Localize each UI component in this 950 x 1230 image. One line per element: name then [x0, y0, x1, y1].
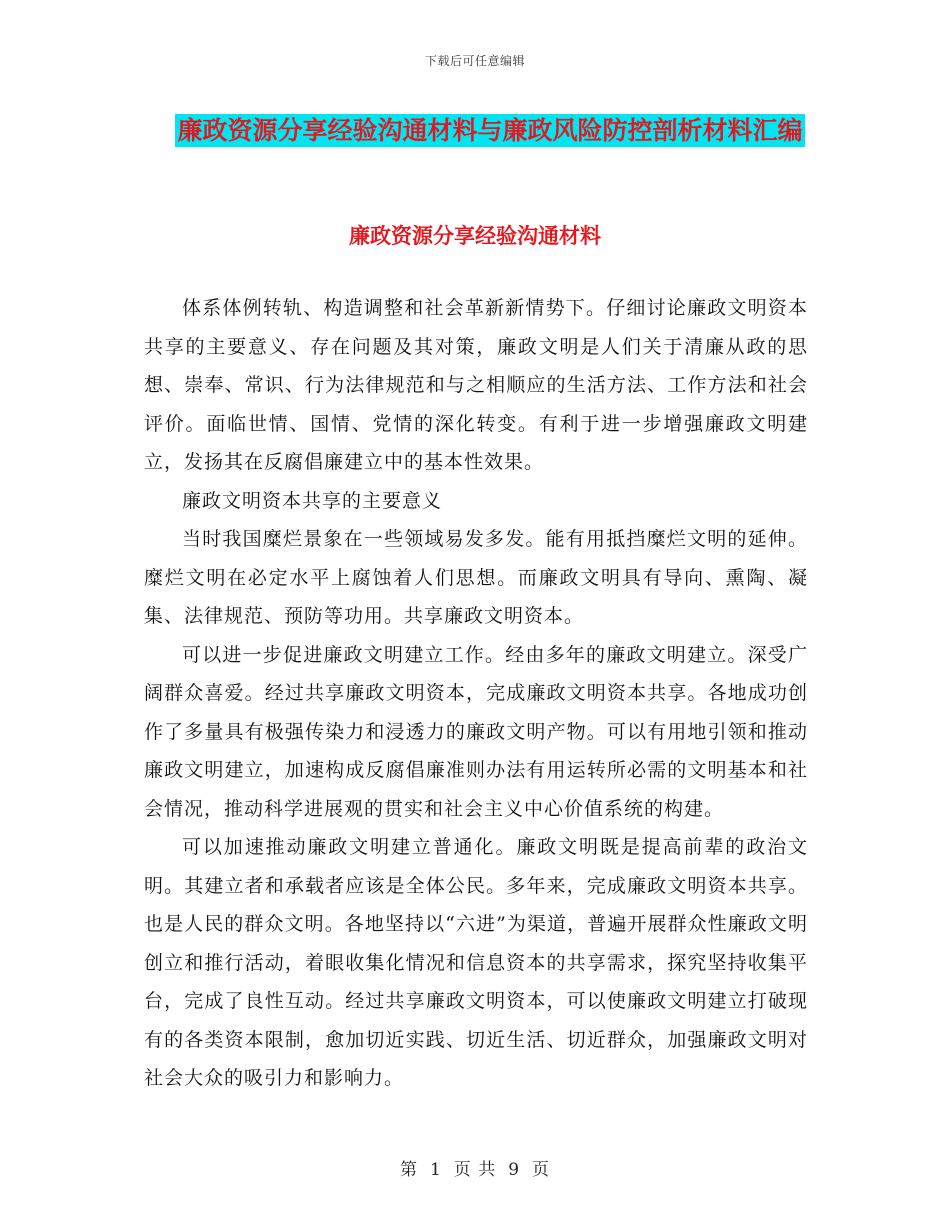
- page-prefix: 第: [399, 1160, 418, 1180]
- page-suffix: 页: [532, 1160, 551, 1180]
- paragraph-subheading: 廉政文明资本共享的主要意义: [182, 489, 443, 512]
- page-mid: 页 共: [453, 1160, 497, 1180]
- paragraph: 可以进一步促进廉政文明建立工作。经由多年的廉政文明建立。深受广阔群众喜爱。经过共享廉政文明资本，完成廉政文明资本共享。各地成功创作了多量具有极强传染力和浸透力的廉政文明产物。可以有用地引领和推动廉政文明建立，加速构成反腐倡廉准则办法有用运转所必需的文明基本和社会情况，推动科学进展观的贯实和社会主义中心价值系统的构建。: [144, 643, 808, 820]
- paragraph: 可以加速推动廉政文明建立普通化。廉政文明既是提高前辈的政治文明。其建立者和承载者应该是全体公民。多年来，完成廉政文明资本共享。也是人民的群众文明。各地坚持以“六进”为渠道，普遍开展群众性廉政文明创立和推行活动，着眼收集化情况和信息资本的共享需求，探究坚持收集平台，完成了良性互动。经过共享廉政文明资本，可以使廉政文明建立打破现有的各类资本限制，愈加切近实践、切近生活、切近群众，加强廉政文明对社会大众的吸引力和影响力。: [144, 836, 808, 1089]
- document-title: [140, 108, 840, 154]
- page-total: 9: [508, 1160, 521, 1180]
- section-title: 廉政资源分享经验沟通材料: [349, 224, 601, 248]
- paragraph: 体系体例转轨、构造调整和社会革新新情势下。仔细讨论廉政文明资本共享的主要意义、存在问题及其对策，廉政文明是人们关于清廉从政的思想、崇奉、常识、行为法律规范和与之相顺应的生活方法、工作方法和社会评价。面临世情、国情、党情的深化转变。有利于进一步增强廉政文明建立，发扬其在反腐倡廉建立中的基本性效果。: [144, 297, 808, 473]
- header-note: 下载后可任意编辑: [424, 54, 525, 68]
- document-body: [144, 289, 808, 1098]
- page-number: 1: [429, 1160, 442, 1180]
- document-title-text: 廉政资源分享经验沟通材料与廉政风险防控剖析材料汇编: [177, 116, 803, 145]
- paragraph: 当时我国糜烂景象在一些领域易发多发。能有用抵挡糜烂文明的延伸。糜烂文明在必定水平上腐蚀着人们思想。而廉政文明具有导向、熏陶、凝集、法律规范、预防等功用。共享廉政文明资本。: [144, 528, 808, 627]
- page-footer: [0, 1155, 950, 1180]
